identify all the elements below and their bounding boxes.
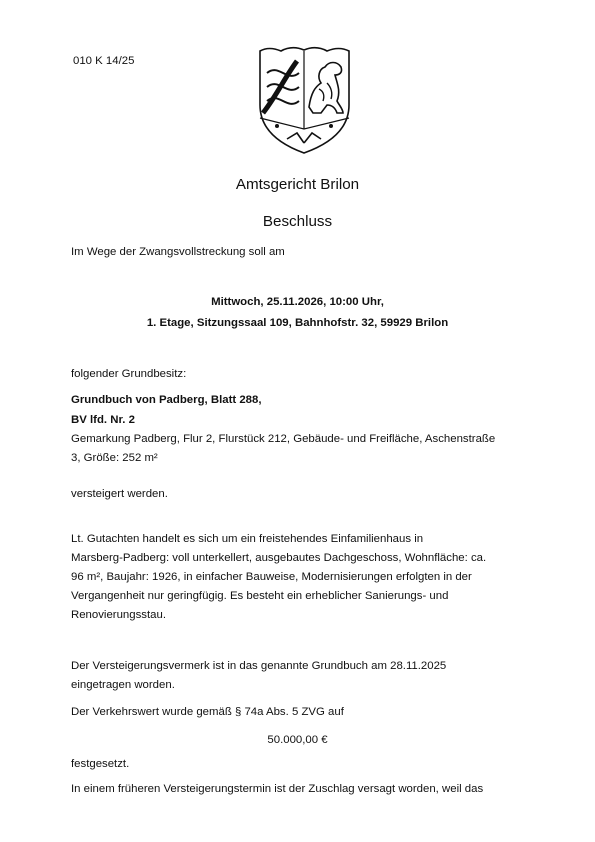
previous-auction-text: In einem früheren Versteigerungstermin ist der Zuschlag versagt worden, weil das [71, 783, 484, 795]
registration-line: eingetragen worden. [71, 679, 175, 691]
intro-text: Im Wege der Zwangsvollstreckung soll am [71, 246, 285, 258]
court-name: Amtsgericht Brilon [235, 176, 360, 193]
auctioned-text: versteigert werden. [71, 488, 168, 500]
document-title: Beschluss [262, 213, 333, 230]
appraisal-line: Renovierungsstau. [71, 609, 166, 621]
appraisal-line: 96 m², Baujahr: 1926, in einfacher Bauweise, Modernisierungen erfolgten in der [71, 571, 472, 583]
hearing-date: Mittwoch, 25.11.2026, 10:00 Uhr, [211, 296, 384, 308]
market-value-intro: Der Verkehrswert wurde gemäß § 74a Abs. 5 ZVG auf [71, 706, 344, 718]
nrw-coat-of-arms-icon [257, 43, 352, 155]
appraisal-line: Vergangenheit nur geringfügig. Es besteht ein erheblicher Sanierungs- und [71, 590, 449, 602]
parcel-description-1: Gemarkung Padberg, Flur 2, Flurstück 212, Gebäude- und Freifläche, Aschenstraße [71, 433, 496, 445]
hearing-location: 1. Etage, Sitzungssaal 109, Bahnhofstr. 32, 59929 Brilon [146, 317, 449, 329]
registration-line: Der Versteigerungsvermerk ist in das genannte Grundbuch am 28.11.2025 [71, 660, 447, 672]
appraisal-line: Marsberg-Padberg: voll unterkellert, ausgebautes Dachgeschoss, Wohnfläche: ca. [71, 552, 487, 564]
file-number: 010 K 14/25 [73, 55, 135, 67]
fixed-text: festgesetzt. [71, 758, 130, 770]
bv-number: BV lfd. Nr. 2 [71, 414, 135, 426]
appraisal-line: Lt. Gutachten handelt es sich um ein freistehendes Einfamilienhaus in [71, 533, 424, 545]
market-value: 50.000,00 € [267, 734, 328, 746]
land-register: Grundbuch von Padberg, Blatt 288, [71, 394, 262, 406]
property-intro: folgender Grundbesitz: [71, 368, 187, 380]
parcel-description-2: 3, Größe: 252 m² [71, 452, 158, 464]
